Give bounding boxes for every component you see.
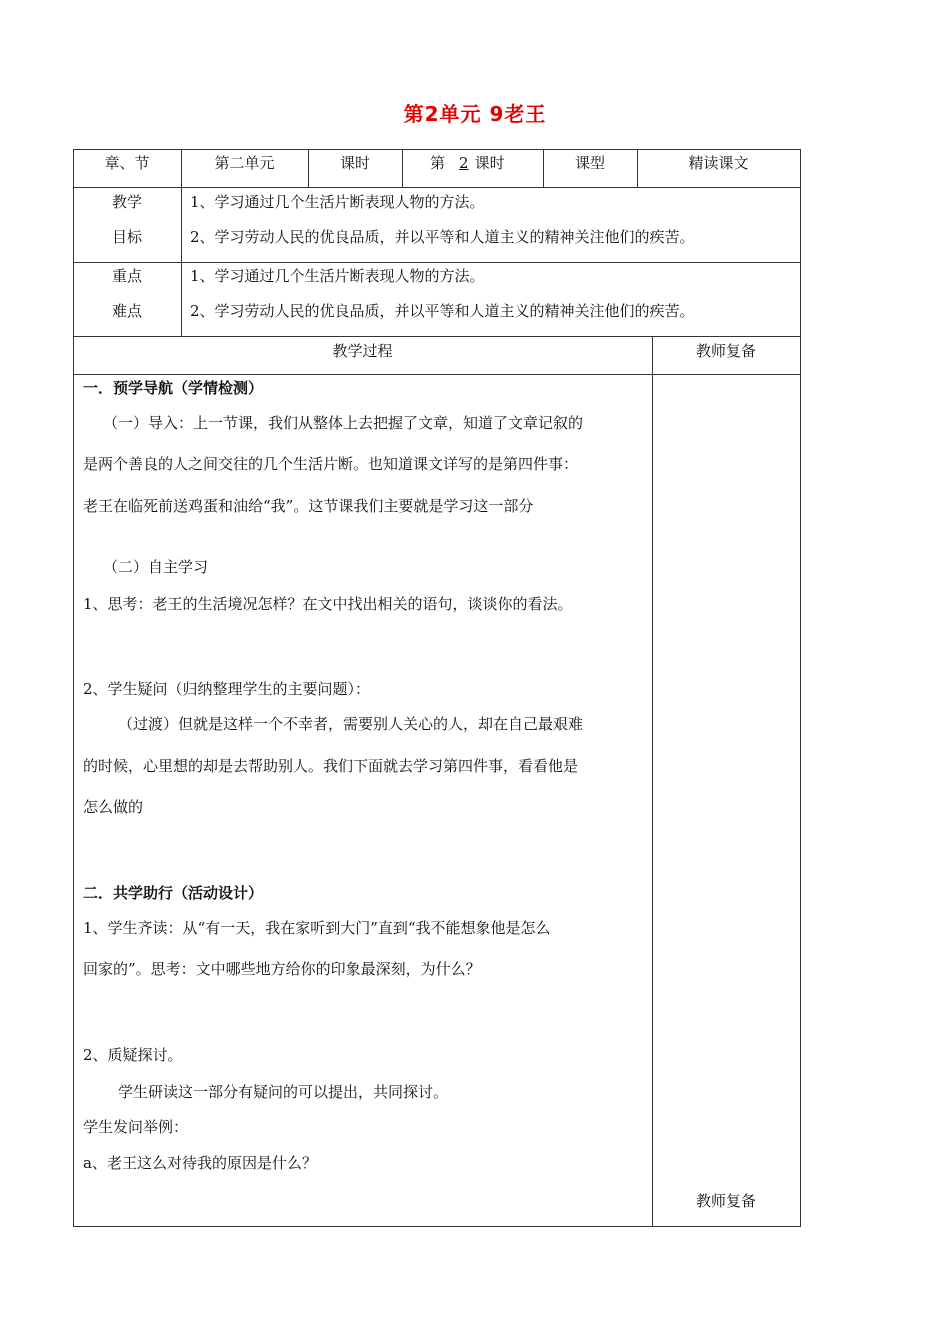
period-suffix: 课时 (474, 154, 505, 172)
document-title: 第2单元 9老王 (403, 102, 547, 126)
process-line: （一）导入：上一节课，我们从整体上去把握了文章，知道了文章记叙的 (103, 414, 584, 432)
objectives-label-1: 教学 (111, 193, 142, 211)
period-number: 2 (459, 154, 469, 172)
objective-item: 1、学习通过几个生活片断表现人物的方法。 (190, 193, 485, 211)
period-label: 课时 (339, 154, 370, 172)
period-prefix: 第 (430, 154, 446, 172)
process-line: （过渡）但就是这样一个不幸者，需要别人关心的人，却在自己最艰难 (118, 715, 584, 733)
type-label: 课型 (574, 154, 605, 172)
chapter-value: 第二单元 (214, 154, 275, 172)
process-line: 老王在临死前送鸡蛋和油给“我”。这节课我们主要就是学习这一部分 (83, 497, 534, 515)
keypoints-label-2: 难点 (111, 302, 142, 320)
process-line: 的时候，心里想的却是去帮助别人。我们下面就去学习第四件事，看看他是 (83, 757, 579, 775)
keypoints-label-1: 重点 (111, 267, 142, 285)
process-header: 教学过程 (332, 342, 393, 360)
teacher-notes-header: 教师复备 (695, 342, 756, 360)
section-heading: 一．预学导航（学情检测） (83, 379, 264, 397)
process-line: 怎么做的 (83, 798, 144, 816)
process-line: 是两个善良的人之间交往的几个生活片断。也知道课文详写的是第四件事： (83, 455, 579, 473)
type-value: 精读课文 (688, 154, 749, 172)
teacher-notes-footer: 教师复备 (695, 1192, 756, 1210)
section-heading: 二．共学助行（活动设计） (83, 884, 264, 902)
keypoint-item: 2、学习劳动人民的优良品质，并以平等和人道主义的精神关注他们的疾苦。 (190, 302, 695, 320)
subsection-heading: （二）自主学习 (103, 558, 209, 576)
process-line: 学生发问举例： (83, 1118, 189, 1136)
process-line: 回家的”。思考：文中哪些地方给你的印象最深刻，为什么？ (83, 960, 481, 978)
keypoint-item: 1、学习通过几个生活片断表现人物的方法。 (190, 267, 485, 285)
process-line: 学生研读这一部分有疑问的可以提出，共同探讨。 (118, 1083, 449, 1101)
chapter-label: 章、节 (104, 154, 150, 172)
process-line: a、老王这么对待我的原因是什么？ (83, 1154, 317, 1172)
objectives-label-2: 目标 (111, 228, 142, 246)
objective-item: 2、学习劳动人民的优良品质，并以平等和人道主义的精神关注他们的疾苦。 (190, 228, 695, 246)
process-line: 1、学生齐读：从“有一天，我在家听到大门”直到“我不能想象他是怎么 (83, 919, 551, 937)
process-line: 1、思考：老王的生活境况怎样？在文中找出相关的语句，谈谈你的看法。 (83, 595, 573, 613)
process-line: 2、学生疑问（归纳整理学生的主要问题）： (83, 680, 371, 698)
period-value (430, 153, 505, 173)
process-line: 2、质疑探讨。 (83, 1046, 183, 1064)
